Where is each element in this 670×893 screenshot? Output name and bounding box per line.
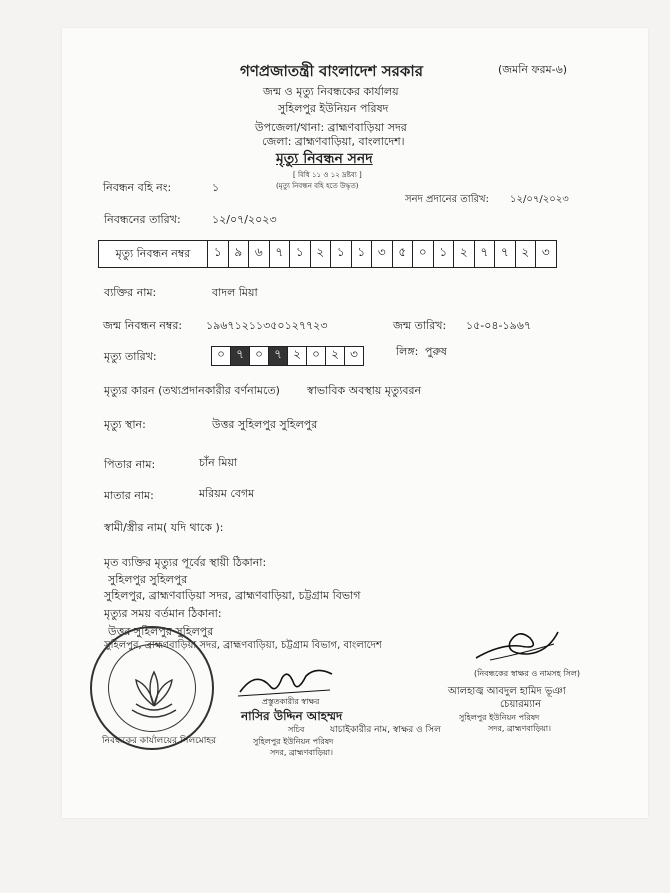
book-number-label: নিবন্ধন বহি নং: bbox=[103, 181, 172, 194]
father-name-value: চাঁন মিয়া bbox=[199, 456, 238, 469]
person-name-label: ব্যক্তির নাম: bbox=[104, 286, 157, 299]
permanent-address-line1: সুহিলপুর সুহিলপুর bbox=[108, 573, 188, 586]
death-date-digit: ৩ bbox=[350, 347, 358, 361]
registration-digit: ৩ bbox=[372, 241, 393, 267]
death-place-value: উত্তর সুহিলপুর সুহিলপুর bbox=[212, 418, 318, 431]
book-number-value: ১ bbox=[212, 181, 220, 194]
registration-digit: ০ bbox=[413, 241, 434, 267]
registration-digit: ২ bbox=[311, 241, 332, 267]
present-address-line2: সুহিলপুর, ব্রাহ্মণবাড়িয়া সদর, ব্রাহ্মণবাড়িয়া, চট্টগ্রাম বিভাগ, বাংলাদেশ bbox=[104, 640, 382, 651]
death-date-label: মৃত্যু তারিখ: bbox=[104, 350, 157, 363]
mother-name-value: মরিয়ম বেগম bbox=[199, 487, 255, 500]
death-registration-number-boxes bbox=[98, 240, 557, 268]
office-round-seal bbox=[90, 626, 217, 750]
spouse-name-label: স্বামী/স্ত্রীর নাম( যদি থাকে ): bbox=[104, 521, 224, 534]
registration-digit: ২ bbox=[516, 241, 537, 267]
permanent-address-label: মৃত ব্যক্তির মৃত্যুর পূর্বের স্থায়ী ঠিকানা: bbox=[104, 556, 267, 569]
registration-digit: ১ bbox=[290, 241, 311, 267]
birth-registration-label: জন্ম নিবন্ধন নম্বর: bbox=[103, 319, 183, 332]
death-date-digit: ০ bbox=[307, 347, 326, 365]
issue-date-value: ১২/০৭/২০২৩ bbox=[510, 194, 569, 205]
registration-digit: ৭ bbox=[495, 241, 516, 267]
preparer-title: সচিব bbox=[288, 725, 305, 734]
union-name: সুহিলপুর ইউনিয়ন পরিষদ bbox=[278, 102, 389, 115]
gender-label: লিঙ্গ: bbox=[396, 345, 419, 358]
death-date-digit: ২ bbox=[326, 347, 345, 365]
issue-date-label: সনদ প্রদানের তারিখ: bbox=[405, 194, 489, 205]
certificate-title: মৃত্যু নিবন্ধন সনদ bbox=[276, 151, 373, 167]
death-date-digit: ০ bbox=[250, 347, 269, 365]
preparer-place: সদর, ব্রাহ্মণবাড়িয়া। bbox=[270, 748, 333, 757]
book-note: (মৃত্যু নিবন্ধন বহি হতে উদ্ধৃত) bbox=[276, 182, 359, 190]
preparer-office: সুহিলপুর ইউনিয়ন পরিষদ bbox=[253, 737, 334, 746]
registration-number-label: মৃত্যু নিবন্ধন নম্বর bbox=[99, 241, 208, 267]
preparer-name: নাসির উদ্দিন আহম্মদ bbox=[241, 709, 343, 723]
registration-digit: ৩ bbox=[541, 245, 550, 259]
registration-digit: ৭ bbox=[270, 241, 291, 267]
registration-digit: ৭ bbox=[475, 241, 496, 267]
date-of-birth-label: জন্ম তারিখ: bbox=[393, 319, 447, 332]
preparer-signature-icon bbox=[236, 664, 336, 700]
permanent-address-line2: সুহিলপুর, ব্রাহ্মণবাড়িয়া সদর, ব্রাহ্মণবাড়িয়া, চট্টগ্রাম বিভাগ bbox=[104, 589, 361, 602]
registration-date-label: নিবন্ধনের তারিখ: bbox=[104, 213, 181, 226]
gender-value: পুরুষ bbox=[425, 345, 447, 358]
registration-digit: ৬ bbox=[249, 241, 270, 267]
father-name-label: পিতার নাম: bbox=[104, 458, 156, 471]
office-name: জন্ম ও মৃত্যু নিবন্ধকের কার্যালয় bbox=[263, 85, 399, 98]
registrar-title: চেয়ারম্যান bbox=[500, 699, 542, 710]
registration-digit: ১ bbox=[352, 241, 373, 267]
death-date-digit: ২ bbox=[288, 347, 307, 365]
death-date-boxes bbox=[211, 346, 364, 366]
registration-digit: ১ bbox=[331, 241, 352, 267]
preparer-sign-label: প্রস্তুতকারীর স্বাক্ষর bbox=[262, 697, 320, 706]
registrar-sign-label: (নিবন্ধকের স্বাক্ষর ও নামসহ সিল) bbox=[474, 669, 580, 678]
birth-registration-value: ১৯৬৭১২১১৩৫০১২৭৭২৩ bbox=[206, 319, 328, 332]
death-place-label: মৃত্যু স্থান: bbox=[104, 418, 146, 431]
registrar-place: সদর, ব্রাহ্মণবাড়িয়া। bbox=[488, 724, 551, 733]
seal-emblem-icon bbox=[92, 625, 216, 752]
verifier-label: যাচাইকারীর নাম, স্বাক্ষর ও সিল bbox=[330, 725, 441, 735]
present-address-label: মৃত্যুর সময় বর্তমান ঠিকানা: bbox=[104, 607, 222, 620]
registrar-office: সুহিলপুর ইউনিয়ন পরিষদ bbox=[459, 713, 540, 722]
person-name-value: বাদল মিয়া bbox=[212, 286, 258, 299]
death-date-digit: ০ bbox=[212, 347, 231, 365]
registration-digit: ১ bbox=[434, 241, 455, 267]
registration-digit: ১ bbox=[208, 241, 229, 267]
registration-digit: ২ bbox=[454, 241, 475, 267]
registrar-signature-icon bbox=[470, 624, 562, 664]
death-cause-value: স্বাভাবিক অবস্থায় মৃত্যুবরন bbox=[307, 384, 422, 397]
rule-note: [ বিধি ১১ ও ১২ দ্রষ্টব্য ] bbox=[293, 171, 362, 179]
mother-name-label: মাতার নাম: bbox=[104, 489, 154, 502]
government-name: গণপ্রজাতন্ত্রী বাংলাদেশ সরকার bbox=[240, 62, 423, 80]
death-cause-label: মৃত্যুর কারন (তথ্যপ্রদানকারীর বর্ণনামতে) bbox=[104, 384, 280, 397]
death-date-digit: ৭ bbox=[231, 347, 250, 365]
registration-digit: ৫ bbox=[393, 241, 414, 267]
death-date-digit: ৭ bbox=[269, 347, 288, 365]
office-seal-label: নিবন্ধকের কার্যালয়ের সিলমোহর bbox=[102, 736, 217, 746]
registrar-name: আলহাজ্ব আবদুল হামিদ ভূঞা bbox=[448, 686, 566, 697]
form-number: (জমনি ফরম-৬) bbox=[498, 63, 568, 76]
district: জেলা: ব্রাহ্মণবাড়িয়া, বাংলাদেশ। bbox=[262, 135, 405, 148]
registration-date-value: ১২/০৭/২০২৩ bbox=[212, 213, 277, 226]
registration-digit: ৯ bbox=[229, 241, 250, 267]
date-of-birth-value: ১৫-০৪-১৯৬৭ bbox=[466, 319, 532, 332]
present-address-line1: উত্তর সুহিলপুর সুহিলপুর bbox=[108, 625, 214, 638]
upazila: উপজেলা/থানা: ব্রাহ্মণবাড়িয়া সদর bbox=[255, 121, 407, 134]
